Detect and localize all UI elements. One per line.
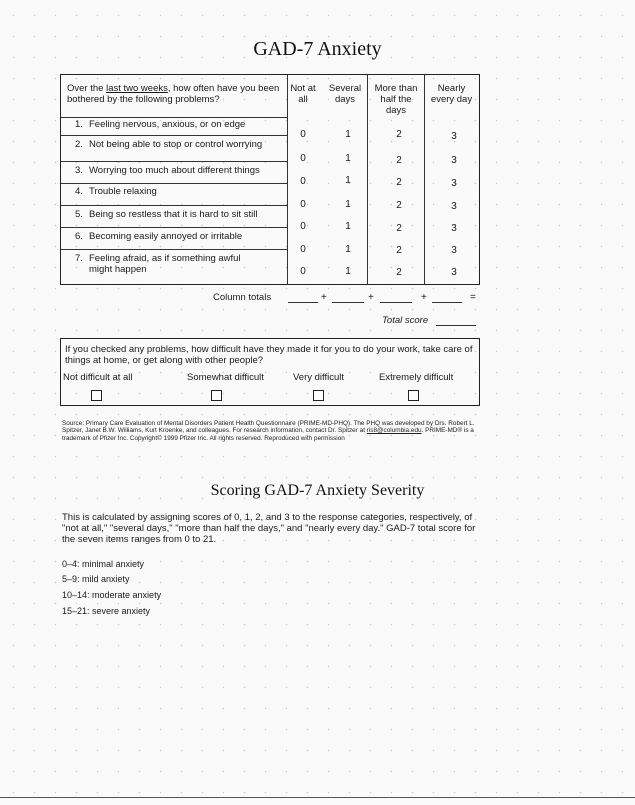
row-divider (61, 205, 287, 206)
score-nearly-every-day: 3 (451, 201, 457, 212)
score-more-than-half: 2 (396, 129, 402, 140)
row-divider (61, 227, 287, 228)
range-moderate: 10–14: moderate anxiety (62, 590, 162, 600)
total-blank[interactable] (432, 302, 462, 303)
page-footer-line (0, 797, 635, 798)
item-number: 1. (75, 119, 83, 130)
source-email: ris8@columbia.edu (366, 427, 422, 435)
score-not-at-all: 0 (300, 129, 306, 140)
total-score-label: Total score (382, 315, 429, 326)
range-severe: 15–21: severe anxiety (62, 606, 151, 616)
item-1 (75, 119, 285, 130)
option-extremely-difficult: Extremely difficult (379, 372, 454, 383)
score-not-at-all: 0 (300, 266, 306, 277)
score-nearly-every-day: 3 (451, 245, 457, 256)
plus-sign: + (368, 292, 374, 303)
item-number: 3. (75, 165, 83, 176)
item-number: 5. (75, 209, 83, 220)
item-text: Not being able to stop or control worrying (89, 139, 263, 150)
item-5 (75, 209, 285, 220)
source-text: Source: Primary Care Evaluation of Mental Disorders Patient Health Questionnaire (PRIME-MD-PHQ). The PHQ was developed by Drs. Robert L. Spitzer, Janet B.W. Williams, Kurt Kroenke, and colleagues. For research information, contact Dr. Spitzer at (62, 420, 475, 435)
score-nearly-every-day: 3 (451, 131, 457, 142)
score-more-than-half: 2 (396, 155, 402, 166)
score-nearly-every-day: 3 (451, 223, 457, 234)
score-not-at-all: 0 (300, 221, 306, 232)
option-very-difficult: Very difficult (293, 372, 345, 383)
item-number: 4. (75, 186, 83, 197)
item-text: Feeling afraid, as if something awful might happen (89, 253, 241, 275)
score-several-days: 1 (345, 244, 351, 255)
difficulty-question: If you checked any problems, how difficult have they made it for you to do your work, take care of things at home, or get along with other people? (65, 344, 473, 366)
score-nearly-every-day: 3 (451, 267, 457, 278)
score-several-days: 1 (345, 153, 351, 164)
score-not-at-all: 0 (300, 153, 306, 164)
col-header-not-at-all: Not at all (290, 83, 316, 105)
item-6 (75, 231, 285, 242)
question-pre: Over the (67, 83, 107, 94)
source-note (62, 420, 482, 442)
col-header-nearly-every-day: Nearly every day (430, 83, 473, 105)
range-minimal: 0–4: minimal anxiety (62, 559, 145, 569)
col-header-several-days: Several days (328, 83, 362, 105)
row-divider (61, 135, 287, 136)
difficulty-box (60, 338, 480, 406)
score-nearly-every-day: 3 (451, 178, 457, 189)
score-several-days: 1 (345, 199, 351, 210)
row-divider (61, 183, 287, 184)
total-score-blank[interactable] (436, 325, 476, 326)
score-several-days: 1 (345, 266, 351, 277)
item-text: Trouble relaxing (89, 186, 157, 197)
question-underline: last two weeks (106, 83, 168, 94)
question-post: , how often have you been bothered by the following problems? (67, 83, 280, 105)
total-blank[interactable] (332, 302, 364, 303)
score-several-days: 1 (345, 129, 351, 140)
equals-sign: = (470, 292, 476, 303)
checkbox-very-difficult[interactable] (313, 390, 324, 401)
score-several-days: 1 (345, 175, 351, 186)
item-4 (75, 186, 285, 197)
plus-sign: + (321, 292, 327, 303)
total-blank[interactable] (380, 302, 412, 303)
total-blank[interactable] (288, 302, 318, 303)
item-text: Becoming easily annoyed or irritable (89, 231, 243, 242)
row-divider (61, 249, 287, 250)
page-title: GAD-7 Anxiety (253, 38, 382, 60)
item-number: 7. (75, 253, 83, 264)
checkbox-extremely-difficult[interactable] (408, 390, 419, 401)
range-mild: 5–9: mild anxiety (62, 574, 130, 584)
score-more-than-half: 2 (396, 245, 402, 256)
gad7-table (60, 74, 480, 285)
checkbox-not-difficult[interactable] (91, 390, 102, 401)
source-text-2: . PRIME-MD® is a trademark of Pfizer Inc. Copyright© 1999 Pfizer Inc. All rights reserved. Reproduced with permission (62, 427, 474, 442)
column-totals-label: Column totals (213, 292, 272, 303)
item-number: 6. (75, 231, 83, 242)
score-more-than-half: 2 (396, 223, 402, 234)
option-not-difficult: Not difficult at all (63, 372, 133, 383)
item-7 (75, 253, 285, 275)
item-text: Feeling nervous, anxious, or on edge (89, 119, 246, 130)
col-divider (367, 75, 368, 284)
score-nearly-every-day: 3 (451, 155, 457, 166)
row-divider (61, 161, 287, 162)
score-several-days: 1 (345, 221, 351, 232)
item-3 (75, 165, 285, 176)
item-text: Worrying too much about different things (89, 165, 260, 176)
table-question (67, 83, 282, 105)
col-header-more-than-half: More than half the days (374, 83, 418, 116)
col-divider (424, 75, 425, 284)
scoring-paragraph: This is calculated by assigning scores of 0, 1, 2, and 3 to the response categories, respectively, of "not at all," "several days," "more than half the days," and "nearly every day." GAD-7 total score for the seven items ranges from 0 to 21. (62, 512, 476, 545)
scoring-title: Scoring GAD-7 Anxiety Severity (210, 482, 425, 499)
score-not-at-all: 0 (300, 244, 306, 255)
score-more-than-half: 2 (396, 177, 402, 188)
row-divider (61, 117, 287, 118)
score-more-than-half: 2 (396, 200, 402, 211)
item-text: Being so restless that it is hard to sit still (89, 209, 258, 220)
col-divider (287, 75, 288, 284)
score-not-at-all: 0 (300, 176, 306, 187)
item-2 (75, 139, 285, 150)
plus-sign: + (421, 292, 427, 303)
checkbox-somewhat-difficult[interactable] (211, 390, 222, 401)
option-somewhat-difficult: Somewhat difficult (187, 372, 264, 383)
item-number: 2. (75, 139, 83, 150)
score-not-at-all: 0 (300, 199, 306, 210)
score-more-than-half: 2 (396, 267, 402, 278)
